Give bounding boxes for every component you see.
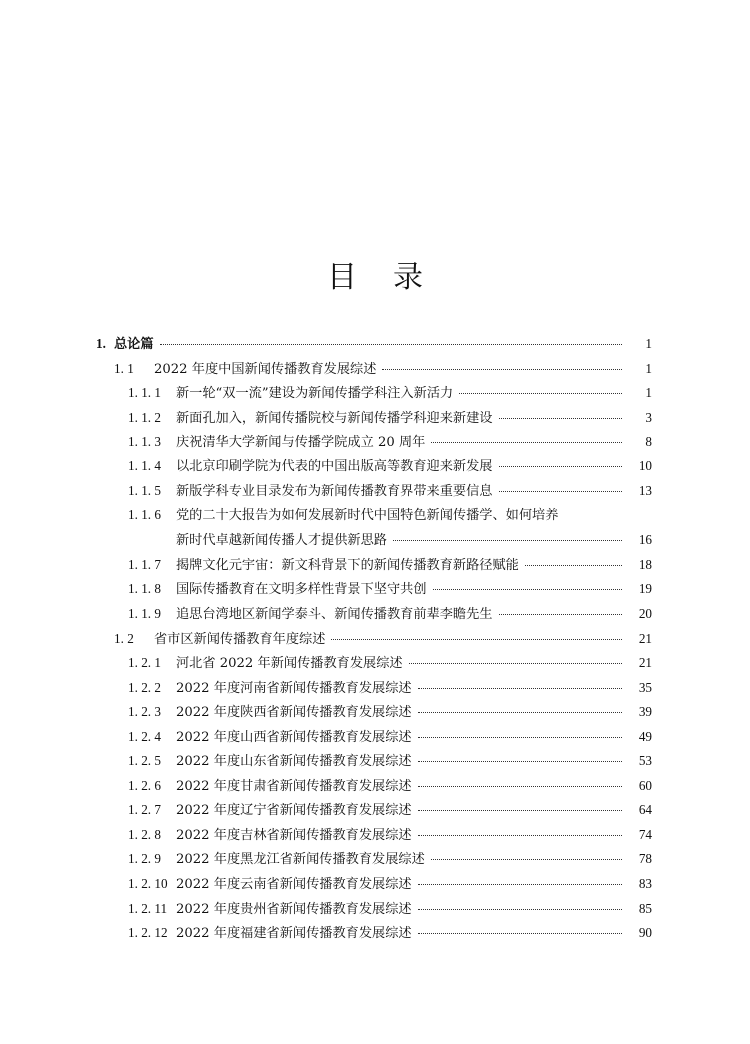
toc-entry[interactable] <box>128 504 652 526</box>
toc-entry-number: 1. 2. 1 <box>128 655 161 670</box>
toc-entry-page: 16 <box>638 532 652 547</box>
toc-entry[interactable] <box>128 431 652 453</box>
toc-entry-title: 2022 年度黑龙江省新闻传播教育发展综述 <box>176 852 425 867</box>
dot-leader <box>418 809 622 811</box>
dot-leader <box>418 785 622 787</box>
toc-entry-page: 3 <box>645 410 652 425</box>
toc-entry-title: 2022 年度河南省新闻传播教育发展综述 <box>176 681 412 696</box>
dot-leader <box>433 588 622 590</box>
toc-entry-number: 1. 2. 11 <box>128 901 168 916</box>
toc-entry-title: 新面孔加入，新闻传播院校与新闻传播学科迎来新建设 <box>176 411 493 426</box>
dot-leader <box>459 392 622 394</box>
toc-entry-page: 90 <box>638 925 652 940</box>
toc-entry-title: 2022 年度吉林省新闻传播教育发展综述 <box>176 828 412 843</box>
toc-entry-number: 1. 2. 2 <box>128 680 161 695</box>
toc-entry[interactable] <box>128 799 652 821</box>
toc-entry-number: 1. 1. 5 <box>128 483 161 498</box>
toc-entry-title: 2022 年度山东省新闻传播教育发展综述 <box>176 754 412 769</box>
toc-entry-title: 2022 年度贵州省新闻传播教育发展综述 <box>176 902 412 917</box>
dot-leader <box>331 638 622 640</box>
toc-entry-page: 35 <box>638 680 652 695</box>
dot-leader <box>393 539 622 541</box>
dot-leader <box>418 687 622 689</box>
toc-entry-number: 1. 1. 6 <box>128 507 161 522</box>
dot-leader <box>418 908 622 910</box>
dot-leader <box>418 883 622 885</box>
toc-entry-title: 总论篇 <box>114 337 154 352</box>
toc-entry-page: 1 <box>645 385 652 400</box>
dot-leader <box>499 417 623 419</box>
toc-entry[interactable] <box>128 382 652 404</box>
toc-entry[interactable] <box>128 554 652 576</box>
toc-entry-page: 20 <box>638 606 652 621</box>
toc-entry-page: 83 <box>638 876 652 891</box>
toc-entry-number: 1. 1. 8 <box>128 581 161 596</box>
toc-entry-title-line2: 新时代卓越新闻传播人才提供新思路 <box>176 533 387 548</box>
toc-entry-title: 新一轮“双一流”建设为新闻传播学科注入新活力 <box>176 386 454 401</box>
toc-entry[interactable] <box>128 848 652 870</box>
toc-entry-page: 49 <box>638 729 652 744</box>
dot-leader <box>418 760 622 762</box>
toc-entry-title: 2022 年度福建省新闻传播教育发展综述 <box>176 926 412 941</box>
toc-entry[interactable] <box>114 628 652 650</box>
toc-entry-page: 8 <box>645 434 652 449</box>
toc-entry-title: 追思台湾地区新闻学泰斗、新闻传播教育前辈李瞻先生 <box>176 607 493 622</box>
toc-entry-number: 1. 1 <box>114 361 134 376</box>
toc-entry[interactable] <box>128 677 652 699</box>
toc-entry-page: 19 <box>638 581 652 596</box>
toc-entry-number: 1. 2. 7 <box>128 802 161 817</box>
toc-entry-number: 1. 2. 9 <box>128 851 161 866</box>
toc-entry-page: 78 <box>638 851 652 866</box>
toc-entry[interactable] <box>128 701 652 723</box>
toc-entry-page: 85 <box>638 901 652 916</box>
toc-entry-page: 1 <box>645 361 652 376</box>
toc-entry-page: 74 <box>638 827 652 842</box>
toc-entry-page: 64 <box>638 802 652 817</box>
toc-entry-title: 国际传播教育在文明多样性背景下坚守共创 <box>176 582 427 597</box>
toc-entry-page: 53 <box>638 753 652 768</box>
dot-leader <box>418 736 622 738</box>
dot-leader <box>431 858 622 860</box>
toc-entry-title: 2022 年度山西省新闻传播教育发展综述 <box>176 730 412 745</box>
toc-entry-title: 2022 年度中国新闻传播教育发展综述 <box>154 362 377 377</box>
toc-entry-title: 新版学科专业目录发布为新闻传播教育界带来重要信息 <box>176 484 493 499</box>
toc-entry-title: 省市区新闻传播教育年度综述 <box>154 632 326 647</box>
dot-leader <box>382 368 622 370</box>
toc-entry-number: 1. 2. 4 <box>128 729 161 744</box>
toc-entry-page: 13 <box>638 483 652 498</box>
dot-leader <box>418 932 622 934</box>
toc-entry-number: 1. <box>96 336 106 351</box>
toc-entry[interactable] <box>128 603 652 625</box>
toc-entry[interactable] <box>128 578 652 600</box>
toc-entry-number: 1. 1. 3 <box>128 434 161 449</box>
toc-entry-title: 2022 年度甘肃省新闻传播教育发展综述 <box>176 779 412 794</box>
toc-title-char-2: 录 <box>393 260 423 295</box>
toc-entry[interactable] <box>128 775 652 797</box>
toc-entry-page: 10 <box>638 458 652 473</box>
toc-entry-number: 1. 2. 12 <box>128 925 168 940</box>
toc-entry-number: 1. 2 <box>114 631 134 646</box>
toc-entry-number: 1. 1. 9 <box>128 606 161 621</box>
toc-entry-title: 河北省 2022 年新闻传播教育发展综述 <box>176 656 403 671</box>
toc-entry[interactable] <box>128 750 652 772</box>
toc-entry[interactable] <box>96 333 652 355</box>
toc-entry[interactable] <box>128 455 652 477</box>
dot-leader <box>499 613 623 615</box>
toc-entry-page: 1 <box>645 336 652 351</box>
toc-entry-number: 1. 2. 3 <box>128 704 161 719</box>
toc-entry[interactable] <box>114 358 652 380</box>
toc-entry-page: 60 <box>638 778 652 793</box>
dot-leader <box>418 834 622 836</box>
toc-entry-number: 1. 2. 10 <box>128 876 168 891</box>
toc-entry[interactable] <box>128 726 652 748</box>
dot-leader <box>499 490 623 492</box>
toc-entry-page: 18 <box>638 557 652 572</box>
toc-entry-title: 党的二十大报告为如何发展新时代中国特色新闻传播学、如何培养 <box>176 508 559 523</box>
toc-entry[interactable] <box>128 898 652 920</box>
toc-entry-page: 21 <box>638 655 652 670</box>
toc-entry-number: 1. 2. 5 <box>128 753 161 768</box>
toc-entry-title: 2022 年度陕西省新闻传播教育发展综述 <box>176 705 412 720</box>
dot-leader <box>499 465 623 467</box>
toc-entry[interactable] <box>128 922 652 944</box>
dot-leader <box>409 662 622 664</box>
dot-leader <box>525 564 622 566</box>
toc-entry-title: 2022 年度辽宁省新闻传播教育发展综述 <box>176 803 412 818</box>
toc-entry-title: 以北京印刷学院为代表的中国出版高等教育迎来新发展 <box>176 459 493 474</box>
toc-entry-number: 1. 2. 6 <box>128 778 161 793</box>
toc-entry-number: 1. 1. 7 <box>128 557 161 572</box>
toc-entry[interactable] <box>128 480 652 502</box>
toc-entry[interactable] <box>128 824 652 846</box>
toc-title-char-1: 目 <box>327 260 357 295</box>
toc-entry-title: 揭牌文化元宇宙：新文科背景下的新闻传播教育新路径赋能 <box>176 558 519 573</box>
toc-entry-number: 1. 1. 2 <box>128 410 161 425</box>
toc-entry[interactable] <box>128 407 652 429</box>
dot-leader <box>431 441 622 443</box>
toc-entry-number: 1. 1. 4 <box>128 458 161 473</box>
toc-entry-page: 21 <box>638 631 652 646</box>
toc-entry-title: 庆祝清华大学新闻与传播学院成立 20 周年 <box>176 435 426 450</box>
toc-entry-title: 2022 年度云南省新闻传播教育发展综述 <box>176 877 412 892</box>
toc-entry[interactable] <box>128 873 652 895</box>
dot-leader <box>418 711 622 713</box>
toc-entry-number: 1. 1. 1 <box>128 385 161 400</box>
dot-leader <box>160 343 622 345</box>
toc-entry-continuation[interactable] <box>176 529 652 551</box>
toc-entry-page: 39 <box>638 704 652 719</box>
toc-entry[interactable] <box>128 652 652 674</box>
toc-entry-number: 1. 2. 8 <box>128 827 161 842</box>
